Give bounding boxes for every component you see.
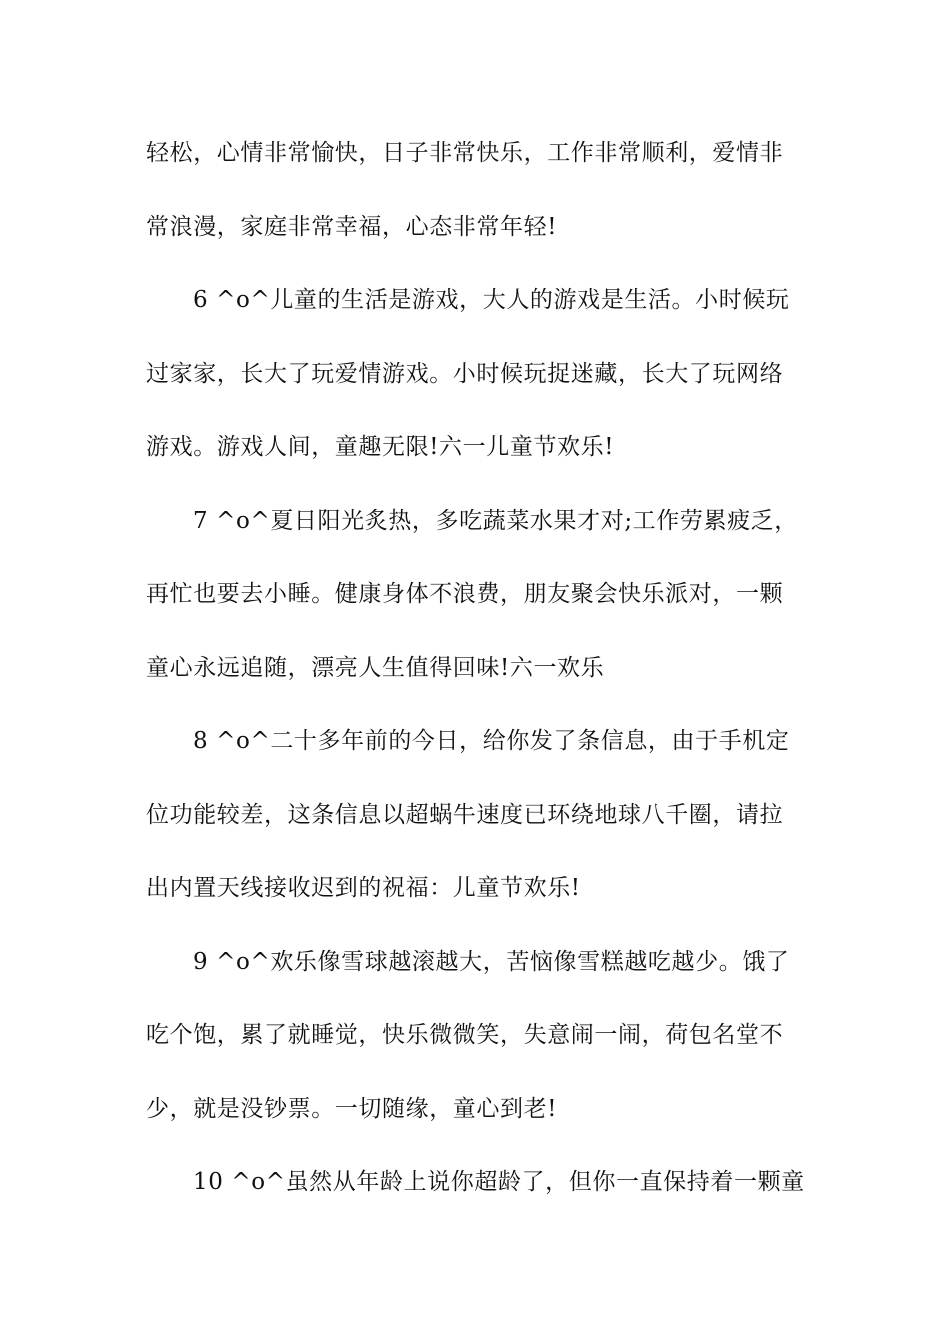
text-line: 童心永远追随，漂亮人生值得回味!六一欢乐	[146, 654, 605, 681]
text-line: 吃个饱，累了就睡觉，快乐微微笑，失意闹一闹，荷包名堂不	[146, 1022, 784, 1048]
text-line: 出内置天线接收迟到的祝福：儿童节欢乐!	[146, 875, 581, 901]
text-line: 常浪漫，家庭非常幸福，心态非常年轻!	[146, 213, 558, 240]
text-line: 8 ^o^二十多年前的今日，给你发了条信息，由于手机定	[193, 728, 790, 754]
text-line: 位功能较差，这条信息以超蜗牛速度已环绕地球八千圈，请拉	[146, 801, 784, 828]
text-line: 轻松，心情非常愉快，日子非常快乐，工作非常顺利，爱情非	[146, 140, 784, 166]
text-line: 再忙也要去小睡。健康身体不浪费，朋友聚会快乐派对，一颗	[146, 581, 784, 607]
body-text	[146, 128, 810, 1231]
text-line: 少，就是没钞票。一切随缘，童心到老!	[146, 1095, 558, 1122]
text-line: 10 ^o^虽然从年龄上说你超龄了，但你一直保持着一颗童	[193, 1169, 805, 1195]
text-line: 6 ^o^儿童的生活是游戏，大人的游戏是生活。小时候玩	[193, 287, 790, 313]
text-line: 7 ^o^夏日阳光炙热，多吃蔬菜水果才对;工作劳累疲乏，	[193, 507, 798, 534]
text-line: 9 ^o^欢乐像雪球越滚越大，苦恼像雪糕越吃越少。饿了	[193, 948, 790, 975]
text-line: 游戏。游戏人间，童趣无限!六一儿童节欢乐!	[146, 434, 615, 460]
text-line: 过家家，长大了玩爱情游戏。小时候玩捉迷藏，长大了玩网络	[146, 360, 784, 387]
